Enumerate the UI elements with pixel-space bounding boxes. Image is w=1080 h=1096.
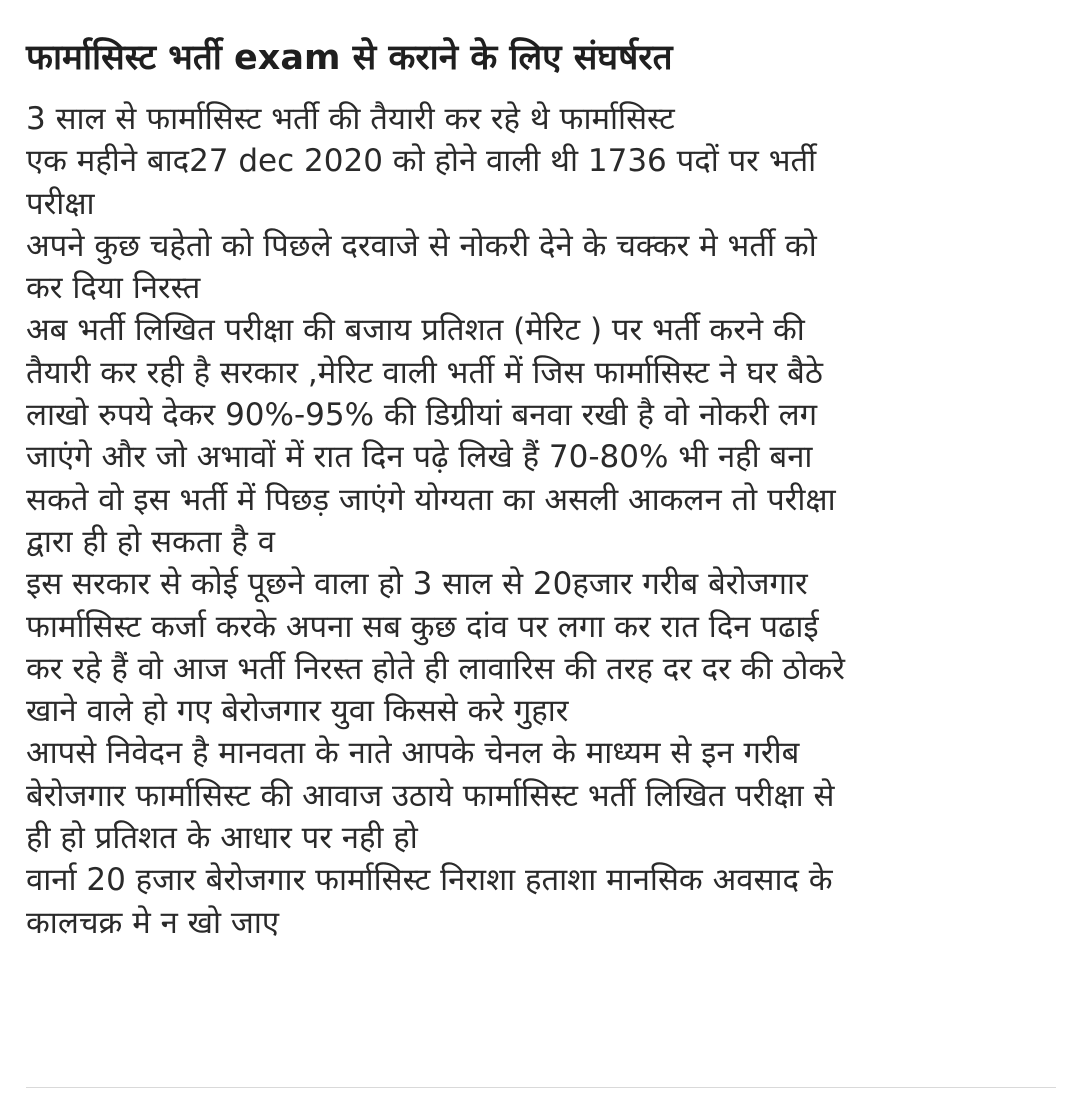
body-line: फार्मासिस्ट कर्जा करके अपना सब कुछ दांव पर लगा कर रात दिन पढाई [26,608,819,645]
body-line: एक महीने बाद27 dec 2020 को होने वाली थी 1736 पदों पर भर्ती [26,143,817,180]
body-line: ही हो प्रतिशत के आधार पर नही हो [26,820,418,857]
body-line: तैयारी कर रही है सरकार ,मेरिट वाली भर्ती में जिस फार्मासिस्ट ने घर बैठे [26,354,823,391]
body-line: सकते वो इस भर्ती में पिछड़ जाएंगे योग्यता का असली आकलन तो परीक्षा [26,481,836,518]
body-line: खाने वाले हो गए बेरोजगार युवा किससे करे गुहार [26,693,569,730]
post-title: फार्मासिस्ट भर्ती exam से कराने के लिए संघर्षरत [26,38,673,78]
body-line: आपसे निवेदन है मानवता के नाते आपके चेनल के माध्यम से इन गरीब [26,735,800,772]
body-line: इस सरकार से कोई पूछने वाला हो 3 साल से 20हजार गरीब बेरोजगार [26,566,808,603]
body-line: 3 साल से फार्मासिस्ट भर्ती की तैयारी कर रहे थे फार्मासिस्ट [26,101,675,137]
body-line: द्वारा ही हो सकता है व [26,523,275,560]
body-line: जाएंगे और जो अभावों में रात दिन पढ़े लिखे हैं 70-80% भी नही बना [26,439,813,476]
body-line: परीक्षा [26,185,95,222]
bottom-divider [26,1087,1056,1088]
body-line: अपने कुछ चहेतो को पिछले दरवाजे से नोकरी देने के चक्कर मे भर्ती को [26,227,817,264]
body-line: कर रहे हैं वो आज भर्ती निरस्त होते ही लावारिस की तरह दर दर की ठोकरे [26,650,845,687]
body-line: बेरोजगार फार्मासिस्ट की आवाज उठाये फार्मासिस्ट भर्ती लिखित परीक्षा से [26,777,835,814]
body-line: कर दिया निरस्त [26,270,201,307]
body-line: अब भर्ती लिखित परीक्षा की बजाय प्रतिशत (मेरिट ) पर भर्ती करने की [26,312,805,349]
body-line: वार्ना 20 हजार बेरोजगार फार्मासिस्ट निराशा हताशा मानसिक अवसाद के [26,862,833,899]
post-body [26,98,1054,944]
body-line: कालचक्र मे न खो जाए [26,904,280,941]
body-line: लाखो रुपये देकर 90%-95% की डिग्रीयां बनवा रखी है वो नोकरी लग [26,397,818,434]
